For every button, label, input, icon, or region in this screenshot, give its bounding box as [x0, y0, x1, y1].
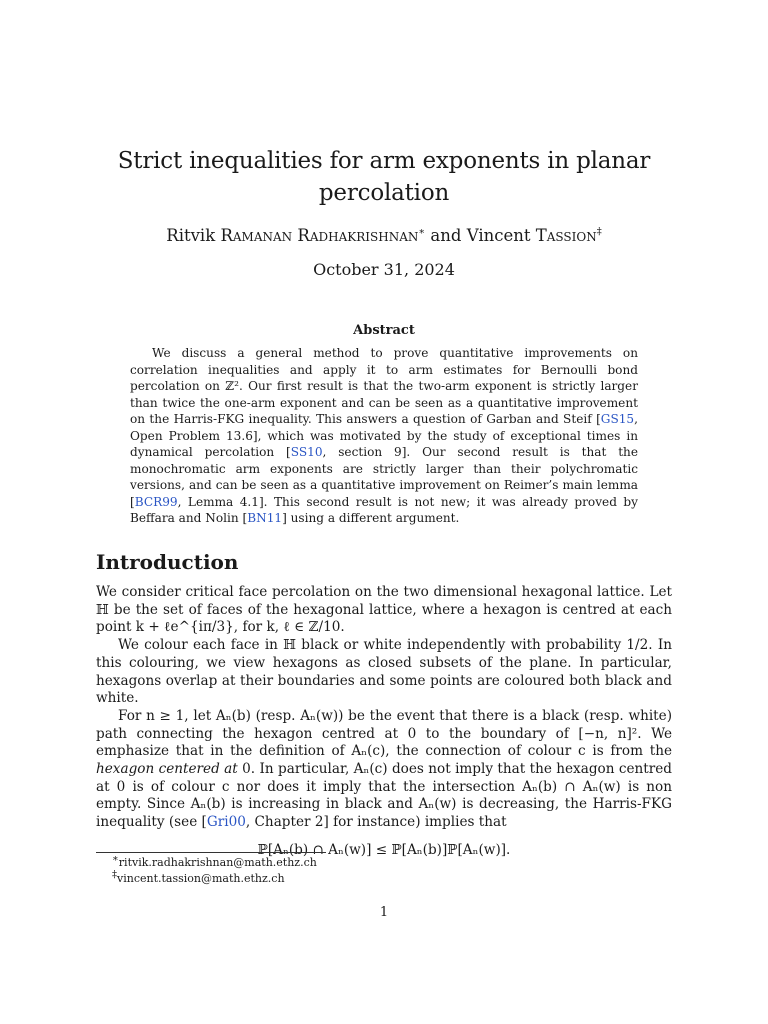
citation-link-gs15[interactable]: GS15 [600, 412, 635, 426]
footnote-1-email[interactable]: ritvik.radhakrishnan@math.ethz.ch [118, 856, 317, 869]
intro-text-part: , Chapter 2] for instance) implies that [245, 814, 507, 831]
page-number: 1 [379, 905, 389, 920]
footnote-1 [112, 855, 317, 871]
footnote-2-email[interactable]: vincent.tassion@math.ethz.ch [117, 871, 285, 885]
author-list [96, 224, 672, 248]
paper-title [96, 145, 672, 209]
display-equation: ℙ[Aₙ(b) ∩ Aₙ(w)] ≤ ℙ[Aₙ(b)]ℙ[Aₙ(w)]. [257, 841, 511, 858]
intro-paragraph-1: We consider critical face percolation on the two dimensional hexagonal lattice. Let ℍ be the set of faces of the hexagonal lattice, where a hexagon is centred at each point k + ℓe^{iπ/3}, for k, ℓ ∈ ℤ/10. [96, 584, 672, 636]
abstract-text-part: , Lemma 4.1]. This second result is not new; it was already proved by Beffara and Nolin [ [130, 494, 638, 525]
author-1-first-name: Ritvik [166, 226, 216, 245]
author-1-last-name: Ramanan Radhakrishnan [220, 226, 419, 245]
footnote-2-mark: ‡ [112, 868, 117, 880]
abstract-text-part: ] using a different argument. [282, 511, 460, 525]
paper-date: October 31, 2024 [313, 260, 455, 279]
abstract-heading: Abstract [353, 323, 415, 338]
abstract-text [130, 345, 638, 527]
author-1-footnote-mark: ∗ [418, 226, 426, 238]
intro-text-part: For n ≥ 1, let Aₙ(b) (resp. Aₙ(w)) be the event that there is a black (resp. white) path connecting the hexagon centred at 0 to the boundary of [−n, n]². We emphasize that in the definition of Aₙ(c), the connection of colour c is from the [96, 707, 672, 760]
title-line-1: Strict inequalities for arm exponents in planar [117, 148, 651, 174]
title-line-2: percolation [318, 180, 450, 206]
footnote-1-mark: ∗ [112, 853, 119, 865]
footnote-2 [112, 868, 317, 887]
intro-paragraph-2: We colour each face in ℍ black or white independently with probability 1/2. In this colouring, we view hexagons as closed subsets of the plane. In particular, hexagons overlap at their boundaries and some points are coloured both black and white. [96, 637, 672, 707]
author-2-last-name: Tassion [535, 226, 597, 245]
intro-text-part: 0. In particular, Aₙ(c) does not imply that the hexagon centred at 0 is of colour c nor does it imply that the intersection Aₙ(b) ∩ Aₙ(w) is non empty. Since Aₙ(b) is increasing in black and Aₙ(w) is decreasing, the Harris-FKG inequality (see [ [96, 761, 672, 831]
citation-link-bcr99[interactable]: BCR99 [134, 494, 178, 509]
citation-link-gri00[interactable]: Gri00 [206, 814, 246, 831]
author-2-footnote-mark: ‡ [596, 226, 602, 238]
introduction-body [96, 584, 672, 860]
citation-link-bn11[interactable]: BN11 [247, 511, 283, 525]
footnote-rule [96, 852, 326, 853]
citation-link-ss10[interactable]: SS10 [290, 445, 323, 459]
section-heading-introduction: Introduction [96, 550, 239, 574]
intro-emphasis: hexagon centered at [96, 761, 238, 778]
author-2-first-name: Vincent [466, 226, 531, 245]
intro-paragraph-3 [96, 708, 672, 832]
abstract-text-part: , section 9]. Our second result is that the monochromatic arm exponents are strictly larger than their polychromatic versions, and can be seen as a quantitative improvement on Reimer’s main lemma [ [130, 445, 639, 509]
abstract-text-part: We discuss a general method to prove quantitative improvements on correlation inequalities and apply it to arm estimates for Bernoulli bond percolation on ℤ². Our first result is that the two-arm exponent is strictly larger than twice the one-arm exponent and can be seen as a quantitative improvement on the Harris-FKG inequality. This answers a question of Garban and Steif [ [130, 346, 638, 426]
abstract-text-part: , Open Problem 13.6], which was motivated by the study of exceptional times in dynamical percolation [ [130, 412, 638, 459]
authors-joiner: and [430, 226, 462, 245]
footnotes [112, 855, 317, 886]
